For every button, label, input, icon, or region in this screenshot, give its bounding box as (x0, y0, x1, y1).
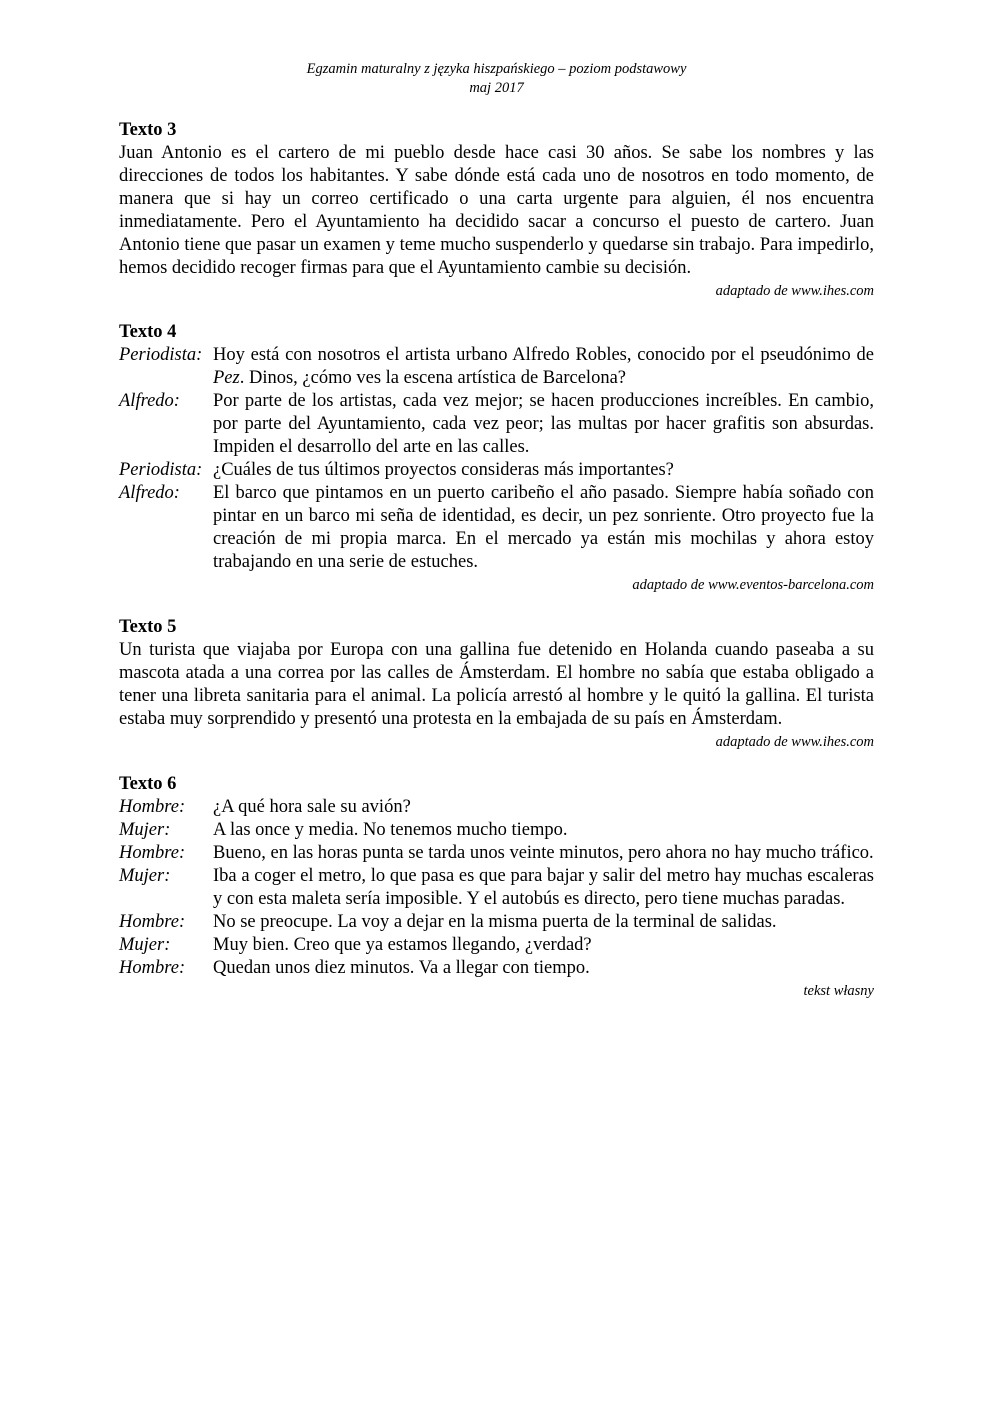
texto4-dialogue (119, 344, 874, 574)
dialogue-utterance: Muy bien. Creo que ya estamos llegando, ¿verdad? (213, 935, 592, 955)
dialogue-speaker: Hombre: (119, 912, 186, 932)
utterance-emphasis: Pez (213, 368, 240, 388)
exam-page (119, 60, 874, 1001)
header-exam-title: Egzamin maturalny z języka hiszpańskiego – poziom podstawowy (306, 61, 687, 77)
texto6-title: Texto 6 (119, 774, 177, 794)
dialogue-utterance: A las once y media. No tenemos mucho tiempo. (213, 820, 568, 840)
dialogue-speaker: Mujer: (119, 866, 171, 886)
texto3-section (119, 119, 874, 301)
texto4-section (119, 321, 874, 595)
dialogue-speaker: Mujer: (119, 935, 171, 955)
dialogue-utterance: Por parte de los artistas, cada vez mejor; se hacen producciones increíbles. En cambio, por parte del Ayuntamiento, cada vez peor; las multas por hacer grafitis son absurdas. Impiden el desarrollo del arte en las calles. (213, 391, 874, 457)
texto6-dialogue (119, 796, 874, 980)
dialogue-speaker: Mujer: (119, 820, 171, 840)
dialogue-speaker: Alfredo: (119, 391, 180, 411)
utterance-text: Hoy está con nosotros el artista urbano Alfredo Robles, conocido por el pseudónimo de (213, 345, 874, 365)
dialogue-utterance: El barco que pintamos en un puerto caribeño el año pasado. Siempre había soñado con pintar en un barco mi seña de identidad, es decir, un pez sonriente. Otro proyecto fue la creación de mi propia marca. En el mercado ya están mis mochilas y ahora estoy trabajando en una serie de estuches. (213, 483, 874, 572)
texto3-title: Texto 3 (119, 120, 177, 140)
dialogue-utterance: ¿Cuáles de tus últimos proyectos consideras más importantes? (213, 460, 674, 480)
header-date: maj 2017 (469, 80, 524, 96)
dialogue-utterance: Quedan unos diez minutos. Va a llegar con tiempo. (213, 958, 590, 978)
dialogue-utterance: Bueno, en las horas punta se tarda unos veinte minutos, pero ahora no hay mucho tráfico. (213, 843, 874, 863)
dialogue-speaker: Periodista: (119, 460, 203, 480)
dialogue-utterance: ¿A qué hora sale su avión? (213, 797, 411, 817)
dialogue-speaker: Hombre: (119, 843, 186, 863)
texto3-source: adaptado de www.ihes.com (715, 283, 874, 299)
dialogue-speaker: Alfredo: (119, 483, 180, 503)
dialogue-speaker: Hombre: (119, 958, 186, 978)
texto3-body: Juan Antonio es el cartero de mi pueblo desde hace casi 30 años. Se sabe los nombres y las direcciones de todos los habitantes. Y sabe dónde está cada uno de nosotros en todo momento, de manera que si hay un correo certificado o una carta urgente para alguien, él nos encuentra inmediatamente. Pero el Ayuntamiento ha decidido sacar a concurso el puesto de cartero. Juan Antonio tiene que pasar un examen y teme mucho suspenderlo y quedarse sin trabajo. Para impedirlo, hemos decidido recoger firmas para que el Ayuntamiento cambie su decisión. (119, 143, 874, 278)
texto5-body: Un turista que viajaba por Europa con una gallina fue detenido en Holanda cuando paseaba a su mascota atada a una correa por las calles de Ámsterdam. El hombre no sabía que estaba obligado a tener una libreta sanitaria para el animal. La policía arrestó al hombre y le quitó la gallina. El turista estaba muy sorprendido y presentó una protesta en la embajada de su país en Ámsterdam. (119, 640, 874, 729)
page-header (119, 60, 874, 98)
texto6-source: tekst własny (803, 983, 874, 999)
dialogue-utterance: Iba a coger el metro, lo que pasa es que para bajar y salir del metro hay muchas escaleras y con esta maleta sería imposible. Y el autobús es directo, pero tiene muchas paradas. (213, 866, 874, 909)
texto4-title: Texto 4 (119, 322, 177, 342)
texto4-source: adaptado de www.eventos-barcelona.com (632, 577, 874, 593)
texto6-section (119, 773, 874, 1001)
texto5-title: Texto 5 (119, 617, 177, 637)
dialogue-speaker: Periodista: (119, 345, 203, 365)
utterance-text-end: . Dinos, ¿cómo ves la escena artística de Barcelona? (239, 368, 626, 388)
texto5-section (119, 616, 874, 752)
texto5-source: adaptado de www.ihes.com (715, 734, 874, 750)
dialogue-utterance: No se preocupe. La voy a dejar en la misma puerta de la terminal de salidas. (213, 912, 777, 932)
dialogue-speaker: Hombre: (119, 797, 186, 817)
dialogue-utterance (213, 344, 874, 390)
